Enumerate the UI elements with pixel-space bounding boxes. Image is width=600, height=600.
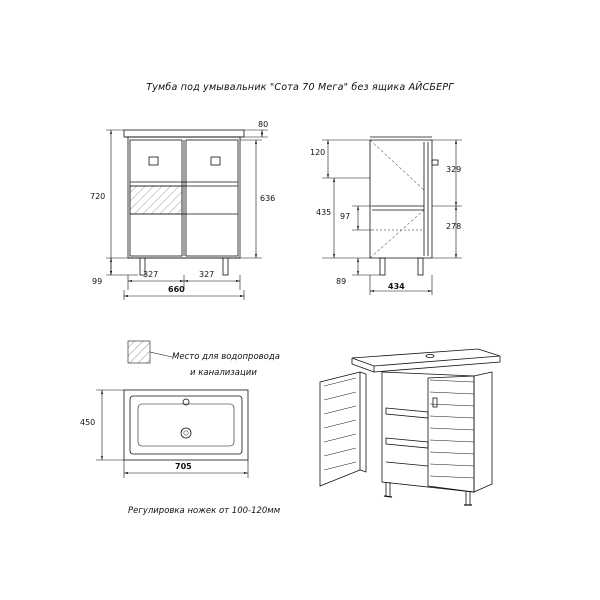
dim-side-shelf-435: 435 [316, 208, 332, 217]
dim-top-depth-450: 450 [80, 418, 96, 427]
dim-side-legs-89: 89 [336, 277, 347, 286]
dim-front-door-right-327: 327 [199, 270, 215, 279]
dim-side-depth-434: 434 [388, 282, 405, 291]
dim-side-inner-97: 97 [340, 212, 351, 221]
note-plumbing-line2: и канализации [190, 368, 257, 378]
dim-side-top-120: 120 [310, 148, 326, 157]
dim-side-right-329: 329 [446, 165, 462, 174]
drawing-title: Тумба под умывальник "Сота 70 Мега" без ящика АЙСБЕРГ [146, 82, 454, 93]
dim-front-body-636: 636 [260, 194, 276, 203]
dim-front-top-80: 80 [258, 120, 269, 129]
dim-top-width-705: 705 [175, 462, 192, 471]
dim-front-width-660: 660 [168, 285, 185, 294]
dim-side-right-278: 278 [446, 222, 462, 231]
dim-front-door-left-327: 327 [143, 270, 159, 279]
note-plumbing-line1: Место для водопровода [172, 352, 280, 362]
note-leg-adjustment: Регулировка ножек от 100-120мм [128, 506, 281, 516]
dim-front-legs-99: 99 [92, 277, 103, 286]
dim-front-height-720: 720 [90, 192, 106, 201]
